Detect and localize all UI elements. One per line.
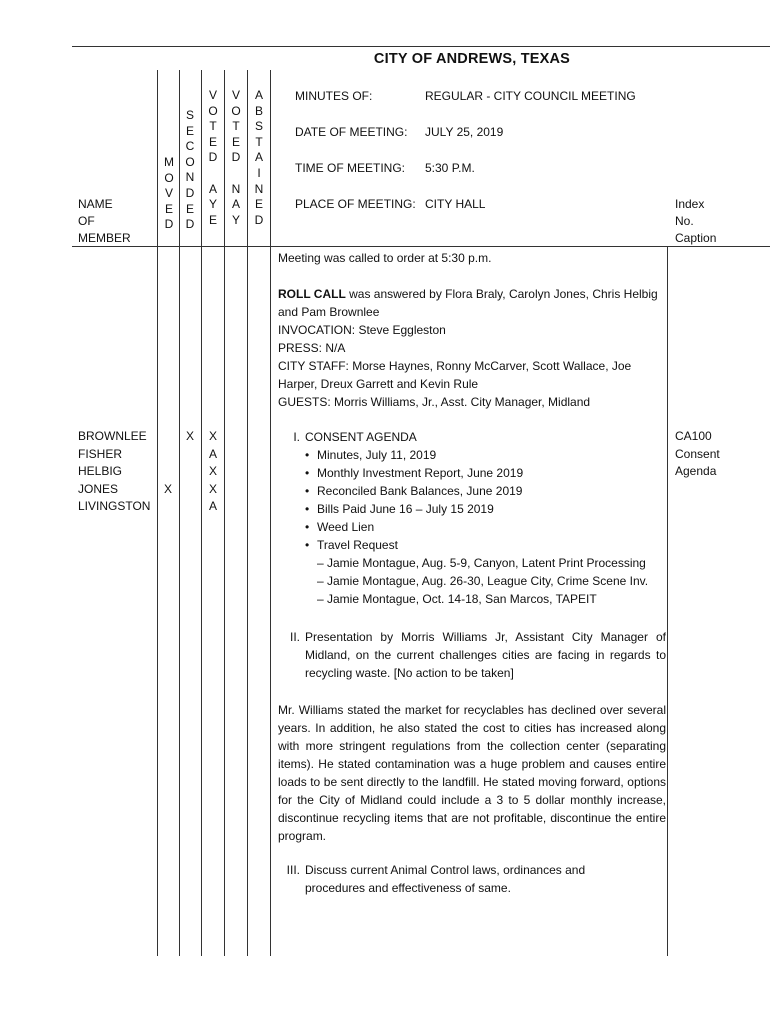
list-item: • Travel Request — [305, 536, 666, 554]
list-item: • Weed Lien — [305, 518, 666, 536]
roll-call-text: ROLL CALL was answered by Flora Braly, Carolyn Jones, Chris Helbig and Pam Brownlee — [278, 287, 658, 319]
travel-request-line: – Jamie Montague, Aug. 5-9, Canyon, Latent Print Processing — [317, 556, 646, 570]
presentation-item — [278, 628, 666, 682]
col-divider-1 — [157, 70, 158, 956]
col-divider-5 — [247, 70, 248, 956]
voted-aye-column-header: V O T E D A Y E — [208, 88, 218, 227]
col-divider-4 — [224, 70, 225, 956]
called-to-order-text: Meeting was called to order at 5:30 p.m. — [278, 251, 492, 265]
date-of-meeting-value: JULY 25, 2019 — [425, 125, 504, 139]
place-of-meeting-label: PLACE OF MEETING: — [295, 197, 416, 211]
travel-request-line: – Jamie Montague, Aug. 26-30, League City, Crime Scene Inv. — [317, 574, 649, 588]
aye-votes: X A X X A — [208, 429, 217, 513]
page-title: CITY OF ANDREWS, TEXAS — [373, 51, 571, 67]
abstained-column-header: A B S T A I N E D — [254, 88, 264, 227]
col-divider-3 — [201, 70, 202, 956]
item-text: Discuss current Animal Control laws, ordinances and procedures and effectiveness of same. — [305, 863, 586, 895]
member-name: LIVINGSTON — [78, 499, 151, 513]
moved-column-header: M O V E D — [164, 155, 174, 232]
animal-control-item — [278, 861, 666, 897]
header-rule — [72, 246, 770, 247]
consent-agenda-index: CA100 Consent Agenda — [675, 429, 720, 478]
consent-bullets — [278, 446, 666, 554]
list-item: • Reconciled Bank Balances, June 2019 — [305, 482, 666, 500]
williams-summary-paragraph: Mr. Williams stated the market for recyclables has declined over several years. In addition, he also stated the cost to cities has increased along with more stringent regulations from the collection center (separating items). He stated contamination was a huge problem and causes entire loads to be sent directly to the landfill. He stated moving forward, options for the City of Midland could include a 3 to 5 dollar monthly increase, discontinue recycling items that are not profitable, discontinue the entire program. — [278, 703, 666, 843]
member-names — [78, 428, 150, 516]
name-of-member-header: NAME OF MEMBER — [78, 197, 131, 245]
member-name: BROWNLEE — [78, 429, 147, 443]
guests-text: GUESTS: Morris Williams, Jr., Asst. City Manager, Midland — [278, 395, 591, 409]
opening-section — [278, 249, 666, 411]
date-of-meeting-label: DATE OF MEETING: — [295, 125, 408, 139]
press-text: PRESS: N/A — [278, 341, 346, 355]
list-item: • Minutes, July 11, 2019 — [305, 446, 666, 464]
member-name: FISHER — [78, 446, 123, 461]
voted-nay-column-header: V O T E D N A Y — [231, 88, 241, 227]
travel-request-line: – Jamie Montague, Oct. 14-18, San Marcos, TAPEIT — [317, 592, 597, 606]
consent-agenda-item — [278, 428, 666, 608]
time-of-meeting-label: TIME OF MEETING: — [295, 161, 405, 175]
member-name: JONES — [78, 481, 119, 496]
seconded-votes: X — [185, 429, 194, 443]
item-text: Presentation by Morris Williams Jr, Assistant City Manager of Midland, on the current challenges cities are facing in regards to recycling waste. [No action to be taken] — [305, 630, 666, 680]
member-name: HELBIG — [78, 464, 123, 478]
city-staff-text: CITY STAFF: Morse Haynes, Ronny McCarver, Scott Wallace, Joe Harper, Dreux Garrett and Kevin Rule — [278, 359, 632, 391]
col-divider-index — [667, 246, 668, 956]
col-divider-6 — [270, 70, 271, 956]
item-number: III. — [286, 863, 300, 877]
minutes-of-value: REGULAR - CITY COUNCIL MEETING — [425, 89, 636, 103]
top-rule — [72, 46, 770, 47]
moved-votes: X — [163, 481, 172, 496]
place-of-meeting-value: CITY HALL — [425, 197, 486, 211]
minutes-of-label: MINUTES OF: — [295, 89, 373, 103]
item-title: CONSENT AGENDA — [305, 430, 417, 444]
item-number: I. — [293, 430, 300, 444]
index-caption-header: Index No. Caption — [675, 197, 717, 245]
invocation-text: INVOCATION: Steve Eggleston — [278, 323, 446, 337]
col-divider-2 — [179, 70, 180, 956]
seconded-column-header: S E C O N D E D — [185, 108, 195, 232]
list-item: • Monthly Investment Report, June 2019 — [305, 464, 666, 482]
time-of-meeting-value: 5:30 P.M. — [425, 161, 475, 175]
item-number: II. — [289, 630, 300, 644]
list-item: • Bills Paid June 16 – July 15 2019 — [305, 500, 666, 518]
